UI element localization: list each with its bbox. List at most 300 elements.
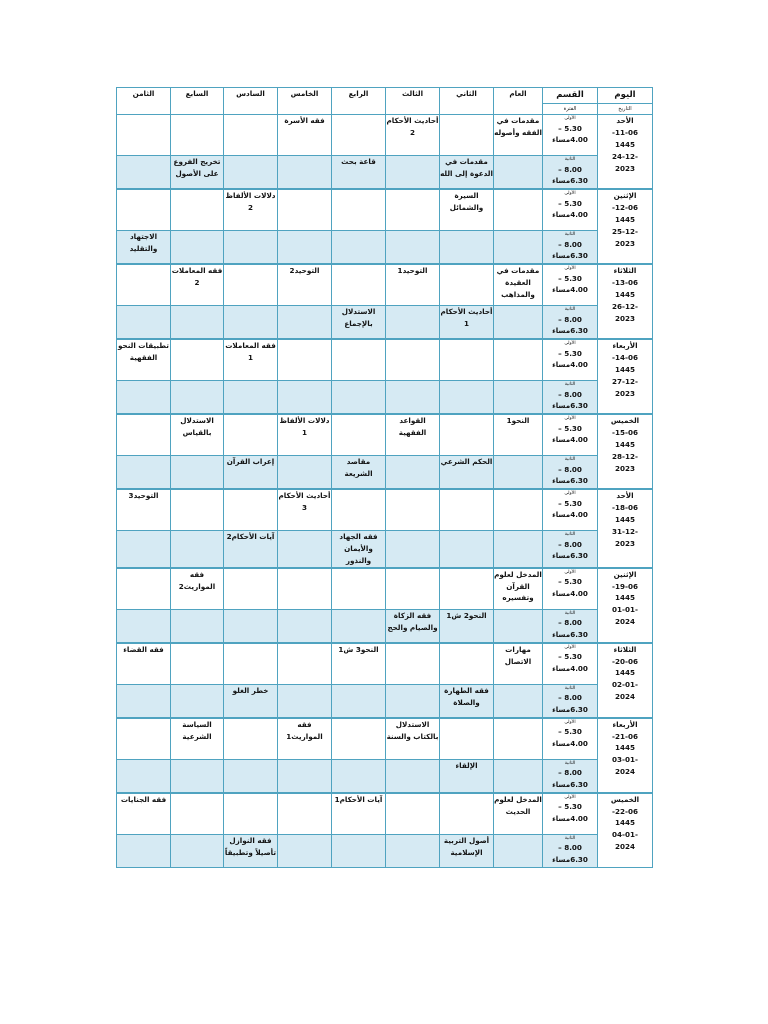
day-date-part: 13-06- bbox=[612, 277, 638, 287]
day-date-part: 1445 bbox=[614, 439, 635, 449]
course-cell bbox=[171, 759, 224, 793]
course-cell bbox=[224, 115, 278, 156]
course-cell bbox=[494, 306, 543, 340]
day-row-second-period bbox=[117, 531, 653, 568]
period-time: 5.30 –4.00 bbox=[558, 198, 588, 220]
course-cell: فقه المواريث2 bbox=[171, 568, 224, 610]
day-name: الخميس bbox=[610, 416, 640, 425]
course-cell bbox=[386, 531, 440, 568]
course-cell bbox=[117, 531, 171, 568]
course-cell bbox=[494, 189, 543, 231]
day-date-part: 11-06- bbox=[612, 127, 638, 137]
course-cell bbox=[494, 489, 543, 531]
day-date-part: -28-12 bbox=[612, 451, 638, 461]
period-name: الأولى bbox=[564, 191, 576, 196]
course-cell bbox=[224, 414, 278, 456]
course-cell: المدخل لعلوم الحديث bbox=[494, 793, 543, 835]
course-cell: النحو3 ش1 bbox=[332, 643, 386, 685]
period-suffix: مساء bbox=[552, 589, 571, 599]
period-time: 5.30 –4.00 bbox=[558, 498, 588, 520]
period-suffix: مساء bbox=[552, 664, 571, 674]
day-name: الأربعاء bbox=[612, 341, 638, 350]
course-cell bbox=[117, 264, 171, 306]
course-cell: الاستدلال بالكتاب والسنة bbox=[386, 718, 440, 760]
period-suffix: مساء bbox=[552, 360, 571, 370]
course-cell: الاستدلال بالقياس bbox=[171, 414, 224, 456]
period-time: 8.00 – 6.30 bbox=[558, 768, 588, 790]
day-cell bbox=[598, 414, 653, 489]
course-cell bbox=[278, 381, 332, 415]
day-row-second-period bbox=[117, 834, 653, 867]
period-name: الثانية bbox=[564, 232, 576, 237]
course-cell: النحو2 ش1 bbox=[440, 609, 494, 643]
course-cell bbox=[494, 156, 543, 190]
course-cell bbox=[117, 759, 171, 793]
course-cell bbox=[224, 718, 278, 760]
course-cell bbox=[440, 115, 494, 156]
period-time: 5.30 –4.00 bbox=[558, 348, 588, 370]
header-period: الفترة bbox=[543, 103, 597, 114]
course-cell: السياسة الشرعية bbox=[171, 718, 224, 760]
period-time: 5.30 –4.00 bbox=[558, 423, 588, 445]
course-cell bbox=[117, 456, 171, 490]
day-date-part: 2023 bbox=[614, 163, 635, 173]
day-date-part: 2023 bbox=[614, 313, 635, 323]
course-cell bbox=[386, 684, 440, 718]
course-cell: أحاديث الأحكام 2 bbox=[386, 115, 440, 156]
period-cell bbox=[543, 684, 598, 718]
course-cell bbox=[171, 834, 224, 867]
course-cell: فقه الطهارة والصلاة bbox=[440, 684, 494, 718]
period-suffix: مساء bbox=[552, 210, 571, 220]
course-cell: فقه النوازل تأصيلاً وتطبيقاً bbox=[224, 834, 278, 867]
period-time: 5.30 –4.00 bbox=[558, 273, 588, 295]
course-cell bbox=[386, 339, 440, 381]
day-row-first-period bbox=[117, 189, 653, 231]
course-cell bbox=[224, 231, 278, 265]
header-col-8: الثامن bbox=[117, 88, 171, 115]
course-cell bbox=[494, 381, 543, 415]
day-date-part: 2023 bbox=[614, 388, 635, 398]
period-cell bbox=[543, 156, 598, 190]
course-cell bbox=[332, 759, 386, 793]
course-cell bbox=[494, 718, 543, 760]
course-cell: الاجتهاد والتقليد bbox=[117, 231, 171, 265]
period-name: الأولى bbox=[564, 416, 576, 421]
course-cell: دلالات الألفاظ 2 bbox=[224, 189, 278, 231]
period-cell bbox=[543, 381, 598, 415]
course-cell bbox=[117, 381, 171, 415]
period-name: الثانية bbox=[564, 307, 576, 312]
course-cell bbox=[386, 489, 440, 531]
course-cell bbox=[224, 759, 278, 793]
course-cell bbox=[278, 684, 332, 718]
course-cell: أحاديث الأحكام 3 bbox=[278, 489, 332, 531]
period-name: الثانية bbox=[564, 532, 576, 537]
course-cell bbox=[278, 834, 332, 867]
day-date-part: 18-06- bbox=[612, 502, 638, 512]
period-name: الأولى bbox=[564, 794, 576, 800]
course-cell bbox=[386, 231, 440, 265]
course-cell bbox=[494, 684, 543, 718]
course-cell bbox=[171, 531, 224, 568]
day-row-second-period bbox=[117, 684, 653, 718]
course-cell bbox=[332, 189, 386, 231]
header-row bbox=[117, 88, 653, 115]
day-date-part: 1445 bbox=[614, 364, 635, 374]
day-row-first-period bbox=[117, 489, 653, 531]
period-suffix: مساء bbox=[552, 176, 571, 186]
day-date-part: 1445 bbox=[614, 593, 635, 603]
course-cell bbox=[117, 306, 171, 340]
course-cell: مقاصد الشريعة bbox=[332, 456, 386, 490]
period-name: الثانية bbox=[564, 835, 576, 841]
day-row-second-period bbox=[117, 306, 653, 340]
day-row-first-period bbox=[117, 643, 653, 685]
course-cell bbox=[171, 609, 224, 643]
course-cell: فقه الجنايات bbox=[117, 793, 171, 835]
course-cell: الإلقاء bbox=[440, 759, 494, 793]
course-cell bbox=[171, 115, 224, 156]
day-name: الخميس bbox=[610, 794, 640, 804]
period-cell bbox=[543, 264, 598, 306]
course-cell bbox=[494, 834, 543, 867]
period-time: 5.30 –4.00 bbox=[558, 123, 588, 145]
period-time: 8.00 – 6.30 bbox=[558, 843, 588, 865]
header-general: العام bbox=[494, 88, 543, 115]
period-suffix: مساء bbox=[552, 780, 571, 790]
course-cell: مقدمات في الفقه وأصوله bbox=[494, 115, 543, 156]
day-date-part: -27-12 bbox=[612, 376, 638, 386]
course-cell: فقه الجهاد والأيمان والنذور bbox=[332, 531, 386, 568]
course-cell bbox=[386, 568, 440, 610]
day-date-part: 2023 bbox=[614, 238, 635, 248]
day-date-part: 2023 bbox=[614, 463, 635, 473]
course-cell bbox=[494, 339, 543, 381]
course-cell bbox=[117, 115, 171, 156]
period-name: الأولى bbox=[564, 266, 576, 271]
period-name: الأولى bbox=[564, 491, 576, 496]
course-cell bbox=[332, 834, 386, 867]
day-date-part: 2024 bbox=[614, 842, 635, 852]
day-date-part: 12-06- bbox=[612, 202, 638, 212]
period-time: 5.30 –4.00 bbox=[558, 577, 588, 599]
course-cell bbox=[224, 793, 278, 835]
course-cell bbox=[494, 759, 543, 793]
course-cell bbox=[440, 531, 494, 568]
course-cell bbox=[171, 489, 224, 531]
day-date-part: -02-01 bbox=[612, 680, 638, 690]
course-cell: مقدمات في الدعوة إلى الله bbox=[440, 156, 494, 190]
day-date-part: 21-06- bbox=[612, 731, 638, 741]
header-col-3: الثالث bbox=[386, 88, 440, 115]
period-suffix: مساء bbox=[552, 401, 571, 411]
day-cell bbox=[598, 189, 653, 264]
day-row-second-period bbox=[117, 156, 653, 190]
header-col-7: السابع bbox=[171, 88, 224, 115]
day-date-part: -01-01 bbox=[612, 605, 638, 615]
period-cell bbox=[543, 609, 598, 643]
day-name: الإثنين bbox=[613, 191, 637, 200]
course-cell bbox=[224, 264, 278, 306]
course-cell bbox=[278, 306, 332, 340]
period-cell bbox=[543, 568, 598, 610]
period-cell bbox=[543, 643, 598, 685]
course-cell bbox=[386, 306, 440, 340]
period-time: 8.00 – 6.30 bbox=[558, 464, 588, 486]
course-cell bbox=[440, 264, 494, 306]
course-cell: فقه الزكاة والصيام والحج bbox=[386, 609, 440, 643]
period-suffix: مساء bbox=[552, 551, 571, 561]
day-row-first-period bbox=[117, 793, 653, 835]
course-cell bbox=[117, 684, 171, 718]
course-cell bbox=[224, 489, 278, 531]
period-cell bbox=[543, 531, 598, 568]
period-name: الأولى bbox=[564, 116, 576, 121]
period-cell bbox=[543, 231, 598, 265]
course-cell bbox=[386, 643, 440, 685]
day-date-part: -04-01 bbox=[612, 830, 638, 840]
day-date-part: 15-06- bbox=[612, 427, 638, 437]
schedule-table bbox=[116, 87, 653, 868]
period-time: 8.00 – 6.30 bbox=[558, 693, 588, 715]
course-cell: فقه المواريث1 bbox=[278, 718, 332, 760]
course-cell bbox=[332, 718, 386, 760]
schedule-body bbox=[117, 115, 653, 868]
course-cell: دلالات الألفاظ 1 bbox=[278, 414, 332, 456]
day-name: الثلاثاء bbox=[613, 266, 637, 275]
course-cell bbox=[278, 759, 332, 793]
day-date-part: -31-12 bbox=[612, 526, 638, 536]
period-name: الثانية bbox=[564, 685, 576, 691]
period-time: 5.30 –4.00 bbox=[558, 727, 588, 749]
course-cell: إعراب القرآن bbox=[224, 456, 278, 490]
course-cell bbox=[440, 489, 494, 531]
period-suffix: مساء bbox=[552, 739, 571, 749]
course-cell: مهارات الاتصال bbox=[494, 643, 543, 685]
course-cell bbox=[494, 531, 543, 568]
header-col-5: الخامس bbox=[278, 88, 332, 115]
period-name: الثانية bbox=[564, 382, 576, 387]
course-cell bbox=[117, 189, 171, 231]
period-cell bbox=[543, 489, 598, 531]
course-cell bbox=[332, 115, 386, 156]
period-cell bbox=[543, 189, 598, 231]
day-cell bbox=[598, 643, 653, 718]
course-cell: آيات الأحكام2 bbox=[224, 531, 278, 568]
period-time: 8.00 – 6.30 bbox=[558, 618, 588, 640]
day-date-part: 2024 bbox=[614, 692, 635, 702]
header-day: اليوم bbox=[614, 90, 636, 100]
course-cell: تخريج الفروع على الأصول bbox=[171, 156, 224, 190]
course-cell bbox=[440, 568, 494, 610]
header-date: التاريخ bbox=[598, 103, 652, 114]
course-cell: الاستدلال بالإجماع bbox=[332, 306, 386, 340]
course-cell bbox=[332, 414, 386, 456]
course-cell bbox=[171, 231, 224, 265]
course-cell: التوحيد3 bbox=[117, 489, 171, 531]
course-cell: أصول التربية الإسلامية bbox=[440, 834, 494, 867]
day-cell bbox=[598, 489, 653, 568]
course-cell bbox=[117, 718, 171, 760]
period-time: 8.00 – 6.30 bbox=[558, 389, 588, 411]
day-cell bbox=[598, 718, 653, 793]
course-cell: المدخل لعلوم القرآن وتفسيره bbox=[494, 568, 543, 610]
day-cell bbox=[598, 339, 653, 414]
day-date-part: 14-06- bbox=[612, 352, 638, 362]
course-cell bbox=[117, 414, 171, 456]
course-cell bbox=[224, 643, 278, 685]
period-time: 5.30 –4.00 bbox=[558, 652, 588, 674]
period-cell bbox=[543, 306, 598, 340]
course-cell: الحكم الشرعي bbox=[440, 456, 494, 490]
period-name: الثانية bbox=[564, 157, 576, 162]
course-cell bbox=[494, 609, 543, 643]
course-cell bbox=[332, 231, 386, 265]
course-cell bbox=[171, 684, 224, 718]
period-name: الأولى bbox=[564, 719, 576, 725]
day-date-part: 2024 bbox=[614, 767, 635, 777]
day-date-part: 1445 bbox=[614, 743, 635, 753]
period-cell bbox=[543, 115, 598, 156]
course-cell: قاعة بحث bbox=[332, 156, 386, 190]
day-date-part: 22-06- bbox=[612, 806, 638, 816]
day-name: الثلاثاء bbox=[613, 644, 637, 654]
day-date-part: 1445 bbox=[614, 514, 635, 524]
course-cell: السيرة والشمائل bbox=[440, 189, 494, 231]
course-cell bbox=[171, 381, 224, 415]
period-suffix: مساء bbox=[552, 135, 571, 145]
course-cell bbox=[386, 793, 440, 835]
day-row-first-period bbox=[117, 264, 653, 306]
day-row-first-period bbox=[117, 568, 653, 610]
course-cell bbox=[386, 834, 440, 867]
course-cell: مقدمات في العقيدة والمذاهب bbox=[494, 264, 543, 306]
course-cell: فقه القضاء bbox=[117, 643, 171, 685]
period-suffix: مساء bbox=[552, 476, 571, 486]
header-section-period bbox=[543, 88, 598, 115]
course-cell bbox=[117, 156, 171, 190]
course-cell bbox=[224, 156, 278, 190]
period-name: الثانية bbox=[564, 760, 576, 766]
day-name: الأحد bbox=[616, 491, 634, 500]
day-date-part: -26-12 bbox=[612, 301, 638, 311]
day-date-part: 1445 bbox=[614, 818, 635, 828]
course-cell bbox=[278, 643, 332, 685]
period-cell bbox=[543, 834, 598, 867]
day-date-part: 1445 bbox=[614, 289, 635, 299]
day-row-first-period bbox=[117, 414, 653, 456]
header-day-date bbox=[598, 88, 653, 115]
period-time: 8.00 – 6.30 bbox=[558, 239, 588, 261]
course-cell bbox=[224, 568, 278, 610]
course-cell: أحاديث الأحكام 1 bbox=[440, 306, 494, 340]
day-name: الأحد bbox=[616, 116, 634, 125]
course-cell bbox=[117, 568, 171, 610]
day-date-part: 2023 bbox=[614, 538, 635, 548]
course-cell bbox=[171, 306, 224, 340]
period-name: الثانية bbox=[564, 457, 576, 462]
period-cell bbox=[543, 759, 598, 793]
day-date-part: 1445 bbox=[614, 668, 635, 678]
course-cell bbox=[171, 339, 224, 381]
day-row-first-period bbox=[117, 339, 653, 381]
course-cell bbox=[440, 381, 494, 415]
course-cell bbox=[278, 568, 332, 610]
course-cell bbox=[278, 531, 332, 568]
day-row-first-period bbox=[117, 115, 653, 156]
day-row-second-period bbox=[117, 609, 653, 643]
day-row-second-period bbox=[117, 456, 653, 490]
course-cell: فقه الأسرة bbox=[278, 115, 332, 156]
course-cell bbox=[171, 456, 224, 490]
period-name: الأولى bbox=[564, 644, 576, 650]
course-cell bbox=[386, 189, 440, 231]
header-section: القسم bbox=[556, 90, 584, 100]
day-date-part: 20-06- bbox=[612, 656, 638, 666]
day-name: الإثنين bbox=[613, 569, 637, 579]
period-name: الأولى bbox=[564, 569, 576, 575]
course-cell bbox=[171, 643, 224, 685]
day-cell bbox=[598, 264, 653, 339]
day-row-second-period bbox=[117, 231, 653, 265]
period-cell bbox=[543, 414, 598, 456]
course-cell bbox=[332, 489, 386, 531]
course-cell bbox=[171, 793, 224, 835]
day-date-part: 1445 bbox=[614, 214, 635, 224]
course-cell: خطر الغلو bbox=[224, 684, 278, 718]
day-row-first-period bbox=[117, 718, 653, 760]
course-cell: النحو1 bbox=[494, 414, 543, 456]
period-cell bbox=[543, 793, 598, 835]
header-col-2: الثاني bbox=[440, 88, 494, 115]
day-date-part: 19-06- bbox=[612, 581, 638, 591]
period-time: 8.00 – 6.30 bbox=[558, 164, 588, 186]
course-cell: التوحيد2 bbox=[278, 264, 332, 306]
period-name: الأولى bbox=[564, 341, 576, 346]
period-cell bbox=[543, 339, 598, 381]
day-name: الأربعاء bbox=[612, 719, 638, 729]
course-cell bbox=[278, 231, 332, 265]
period-suffix: مساء bbox=[552, 510, 571, 520]
period-suffix: مساء bbox=[552, 630, 571, 640]
course-cell bbox=[332, 568, 386, 610]
header-col-6: السادس bbox=[224, 88, 278, 115]
course-cell bbox=[494, 456, 543, 490]
course-cell bbox=[494, 231, 543, 265]
course-cell bbox=[278, 156, 332, 190]
course-cell bbox=[171, 189, 224, 231]
period-suffix: مساء bbox=[552, 251, 571, 261]
course-cell bbox=[278, 339, 332, 381]
course-cell bbox=[332, 381, 386, 415]
day-date-part: -25-12 bbox=[612, 226, 638, 236]
course-cell: فقه المعاملات 2 bbox=[171, 264, 224, 306]
period-suffix: مساء bbox=[552, 285, 571, 295]
course-cell: آيات الأحكام1 bbox=[332, 793, 386, 835]
day-row-second-period bbox=[117, 759, 653, 793]
day-date-part: -24-12 bbox=[612, 151, 638, 161]
course-cell bbox=[386, 456, 440, 490]
course-cell: فقه المعاملات 1 bbox=[224, 339, 278, 381]
period-suffix: مساء bbox=[552, 435, 571, 445]
course-cell bbox=[332, 684, 386, 718]
course-cell bbox=[278, 609, 332, 643]
course-cell: التوحيد1 bbox=[386, 264, 440, 306]
period-time: 8.00 – 6.30 bbox=[558, 314, 588, 336]
course-cell bbox=[332, 609, 386, 643]
course-cell bbox=[440, 718, 494, 760]
